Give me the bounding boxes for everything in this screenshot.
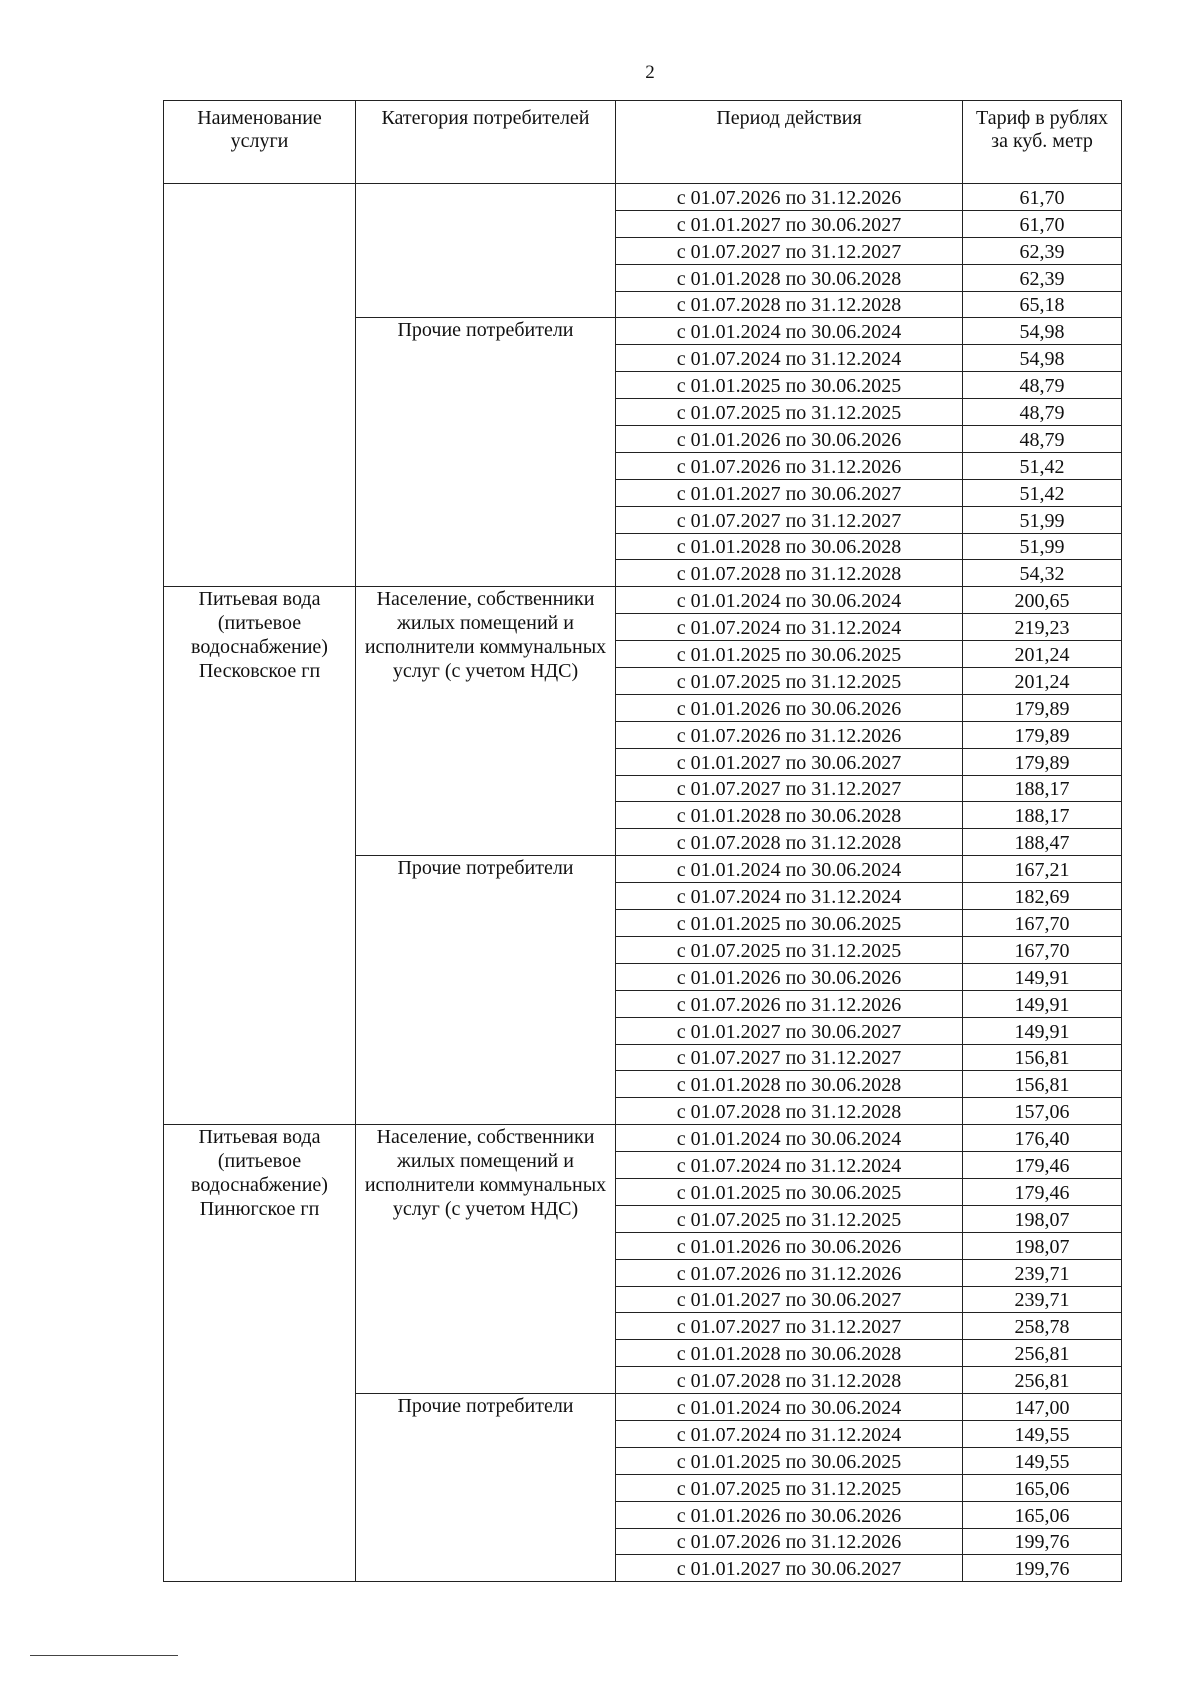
period-cell: с 01.01.2028 по 30.06.2028 <box>616 264 963 291</box>
tariff-cell: 62,39 <box>963 264 1122 291</box>
tariff-cell: 179,89 <box>963 748 1122 775</box>
period-cell: с 01.01.2027 по 30.06.2027 <box>616 479 963 506</box>
period-cell: с 01.01.2025 по 30.06.2025 <box>616 1178 963 1205</box>
period-cell: с 01.07.2025 по 31.12.2025 <box>616 668 963 695</box>
tariff-cell: 149,55 <box>963 1420 1122 1447</box>
period-cell: с 01.07.2025 по 31.12.2025 <box>616 1205 963 1232</box>
tariff-cell: 256,81 <box>963 1340 1122 1367</box>
period-cell: с 01.01.2024 по 30.06.2024 <box>616 587 963 614</box>
period-cell: с 01.07.2025 по 31.12.2025 <box>616 1474 963 1501</box>
tariff-cell: 256,81 <box>963 1367 1122 1394</box>
period-cell: с 01.07.2028 по 31.12.2028 <box>616 829 963 856</box>
period-cell: с 01.01.2026 по 30.06.2026 <box>616 694 963 721</box>
tariff-cell: 149,91 <box>963 990 1122 1017</box>
period-cell: с 01.07.2026 по 31.12.2026 <box>616 1259 963 1286</box>
tariff-cell: 48,79 <box>963 372 1122 399</box>
tariff-cell: 157,06 <box>963 1098 1122 1125</box>
period-cell: с 01.01.2024 по 30.06.2024 <box>616 1125 963 1152</box>
tariff-cell: 239,71 <box>963 1259 1122 1286</box>
tariff-cell: 201,24 <box>963 641 1122 668</box>
tariff-cell: 167,70 <box>963 910 1122 937</box>
period-cell: с 01.07.2027 по 31.12.2027 <box>616 1313 963 1340</box>
period-cell: с 01.07.2026 по 31.12.2026 <box>616 184 963 211</box>
period-cell: с 01.01.2027 по 30.06.2027 <box>616 1286 963 1313</box>
tariff-cell: 219,23 <box>963 614 1122 641</box>
period-cell: с 01.07.2026 по 31.12.2026 <box>616 990 963 1017</box>
header-service: Наименование услуги <box>164 101 356 184</box>
tariff-cell: 54,98 <box>963 318 1122 345</box>
tariff-cell: 61,70 <box>963 210 1122 237</box>
header-category: Категория потребителей <box>356 101 616 184</box>
period-cell: с 01.07.2028 по 31.12.2028 <box>616 291 963 318</box>
tariff-cell: 200,65 <box>963 587 1122 614</box>
tariff-cell: 61,70 <box>963 184 1122 211</box>
header-tariff: Тариф в рублях за куб. метр <box>963 101 1122 184</box>
period-cell: с 01.01.2025 по 30.06.2025 <box>616 1447 963 1474</box>
tariff-cell: 156,81 <box>963 1071 1122 1098</box>
consumer-category: Население, собственники жилых помещений и исполнители коммунальных услуг (с учетом НДС) <box>356 1125 616 1394</box>
table-row <box>164 587 1122 614</box>
period-cell: с 01.07.2024 по 31.12.2024 <box>616 883 963 910</box>
service-name: Питьевая вода (питьевое водоснабжение) Пинюгское гп <box>164 1125 356 1582</box>
table-header-row <box>164 101 1122 184</box>
period-cell: с 01.07.2024 по 31.12.2024 <box>616 614 963 641</box>
period-cell: с 01.01.2025 по 30.06.2025 <box>616 910 963 937</box>
period-cell: с 01.07.2026 по 31.12.2026 <box>616 1528 963 1555</box>
period-cell: с 01.01.2027 по 30.06.2027 <box>616 210 963 237</box>
period-cell: с 01.07.2027 по 31.12.2027 <box>616 1044 963 1071</box>
tariff-cell: 239,71 <box>963 1286 1122 1313</box>
period-cell: с 01.07.2028 по 31.12.2028 <box>616 1367 963 1394</box>
tariff-cell: 51,42 <box>963 452 1122 479</box>
tariff-cell: 165,06 <box>963 1474 1122 1501</box>
period-cell: с 01.01.2024 по 30.06.2024 <box>616 318 963 345</box>
tariff-cell: 147,00 <box>963 1394 1122 1421</box>
period-cell: с 01.07.2026 по 31.12.2026 <box>616 721 963 748</box>
footer-rule <box>30 1655 178 1656</box>
period-cell: с 01.07.2025 по 31.12.2025 <box>616 936 963 963</box>
period-cell: с 01.07.2025 по 31.12.2025 <box>616 399 963 426</box>
tariff-cell: 176,40 <box>963 1125 1122 1152</box>
period-cell: с 01.07.2024 по 31.12.2024 <box>616 345 963 372</box>
period-cell: с 01.01.2026 по 30.06.2026 <box>616 1232 963 1259</box>
period-cell: с 01.01.2026 по 30.06.2026 <box>616 963 963 990</box>
tariff-cell: 149,91 <box>963 963 1122 990</box>
service-name <box>164 184 356 587</box>
tariff-cell: 198,07 <box>963 1205 1122 1232</box>
tariff-cell: 201,24 <box>963 668 1122 695</box>
consumer-category: Прочие потребители <box>356 318 616 587</box>
period-cell: с 01.07.2028 по 31.12.2028 <box>616 1098 963 1125</box>
period-cell: с 01.01.2024 по 30.06.2024 <box>616 856 963 883</box>
consumer-category <box>356 184 616 318</box>
tariff-cell: 199,76 <box>963 1555 1122 1582</box>
period-cell: с 01.01.2028 по 30.06.2028 <box>616 1340 963 1367</box>
tariff-cell: 188,17 <box>963 802 1122 829</box>
period-cell: с 01.07.2028 по 31.12.2028 <box>616 560 963 587</box>
period-cell: с 01.01.2026 по 30.06.2026 <box>616 426 963 453</box>
period-cell: с 01.07.2027 по 31.12.2027 <box>616 237 963 264</box>
period-cell: с 01.07.2024 по 31.12.2024 <box>616 1420 963 1447</box>
period-cell: с 01.01.2028 по 30.06.2028 <box>616 802 963 829</box>
tariff-cell: 51,42 <box>963 479 1122 506</box>
tariff-cell: 165,06 <box>963 1501 1122 1528</box>
period-cell: с 01.07.2024 по 31.12.2024 <box>616 1152 963 1179</box>
tariff-cell: 48,79 <box>963 399 1122 426</box>
consumer-category: Население, собственники жилых помещений и исполнители коммунальных услуг (с учетом НДС) <box>356 587 616 856</box>
tariff-cell: 54,32 <box>963 560 1122 587</box>
table-row <box>164 1125 1122 1152</box>
header-period: Период действия <box>616 101 963 184</box>
table-body <box>164 184 1122 1582</box>
tariff-cell: 198,07 <box>963 1232 1122 1259</box>
tariff-cell: 48,79 <box>963 426 1122 453</box>
tariff-cell: 149,55 <box>963 1447 1122 1474</box>
tariff-cell: 182,69 <box>963 883 1122 910</box>
tariff-table <box>163 100 1122 1582</box>
period-cell: с 01.07.2027 по 31.12.2027 <box>616 506 963 533</box>
period-cell: с 01.07.2027 по 31.12.2027 <box>616 775 963 802</box>
period-cell: с 01.01.2026 по 30.06.2026 <box>616 1501 963 1528</box>
tariff-cell: 199,76 <box>963 1528 1122 1555</box>
period-cell: с 01.01.2027 по 30.06.2027 <box>616 1017 963 1044</box>
period-cell: с 01.01.2024 по 30.06.2024 <box>616 1394 963 1421</box>
tariff-cell: 179,89 <box>963 721 1122 748</box>
page-number: 2 <box>645 62 655 83</box>
tariff-cell: 167,21 <box>963 856 1122 883</box>
tariff-cell: 167,70 <box>963 936 1122 963</box>
tariff-cell: 188,47 <box>963 829 1122 856</box>
tariff-cell: 156,81 <box>963 1044 1122 1071</box>
tariff-cell: 65,18 <box>963 291 1122 318</box>
tariff-cell: 54,98 <box>963 345 1122 372</box>
tariff-cell: 179,46 <box>963 1152 1122 1179</box>
period-cell: с 01.01.2027 по 30.06.2027 <box>616 1555 963 1582</box>
consumer-category: Прочие потребители <box>356 1394 616 1582</box>
period-cell: с 01.01.2025 по 30.06.2025 <box>616 372 963 399</box>
tariff-cell: 51,99 <box>963 506 1122 533</box>
tariff-cell: 62,39 <box>963 237 1122 264</box>
period-cell: с 01.01.2025 по 30.06.2025 <box>616 641 963 668</box>
period-cell: с 01.07.2026 по 31.12.2026 <box>616 452 963 479</box>
period-cell: с 01.01.2028 по 30.06.2028 <box>616 1071 963 1098</box>
tariff-cell: 149,91 <box>963 1017 1122 1044</box>
table-row <box>164 184 1122 211</box>
tariff-cell: 258,78 <box>963 1313 1122 1340</box>
tariff-cell: 188,17 <box>963 775 1122 802</box>
tariff-cell: 179,46 <box>963 1178 1122 1205</box>
consumer-category: Прочие потребители <box>356 856 616 1125</box>
period-cell: с 01.01.2027 по 30.06.2027 <box>616 748 963 775</box>
period-cell: с 01.01.2028 по 30.06.2028 <box>616 533 963 560</box>
tariff-cell: 51,99 <box>963 533 1122 560</box>
service-name: Питьевая вода (питьевое водоснабжение) Песковское гп <box>164 587 356 1125</box>
tariff-cell: 179,89 <box>963 694 1122 721</box>
